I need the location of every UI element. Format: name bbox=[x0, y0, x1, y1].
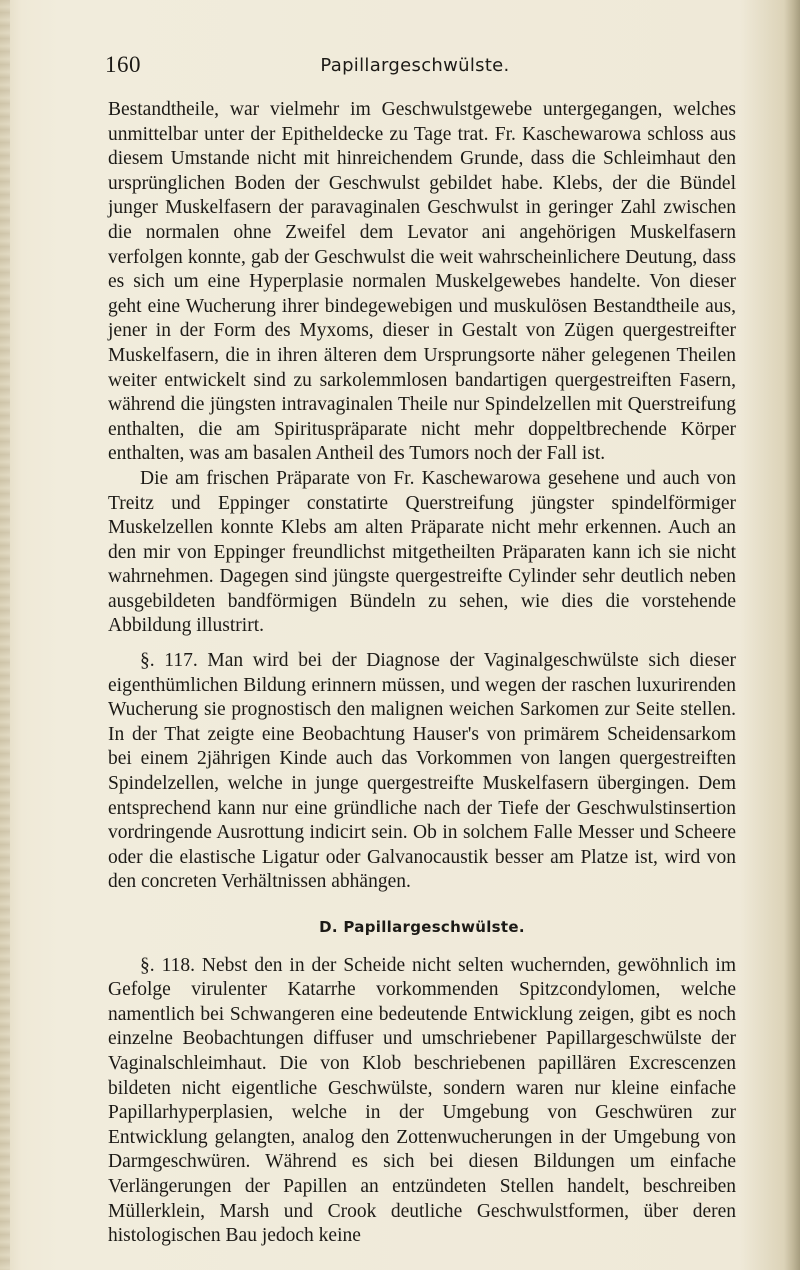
paragraph-gap bbox=[108, 639, 736, 649]
paragraph-3: §. 117. Man wird bei der Diagnose der Vaginalgeschwülste sich dieser eigenthümlichen Bildung erinnern müssen, und wegen der raschen luxurirenden Wucherung sie prognostisch den malignen weichen Sarkomen zur Seite stellen. In der That zeigte eine Beobachtung Hauser's von primärem Scheidensarkom bei einem 2jährigen Kinde auch das Vorkommen von langen quergestreiften Spindelzellen, welche in junge quergestreifte Muskelfasern übergingen. Dem entsprechend kann nur eine gründliche nach der Tiefe der Geschwulstinsertion vordringende Ausrottung indicirt sein. Ob in solchem Falle Messer und Scheere oder die elastische Ligatur oder Galvanocaustik besser am Platze ist, wird von den concreten Verhältnissen abhängen. bbox=[108, 650, 736, 893]
page-body bbox=[108, 98, 736, 1249]
page-edge-left bbox=[0, 0, 10, 1270]
paragraph-2: Die am frischen Präparate von Fr. Kaschewarowa gesehene und auch von Treitz und Eppinger constatirte Querstreifung jüngster spindelförmiger Muskelzellen konnte Klebs am alten Präparate nicht mehr erkennen. Auch an den mir von Eppinger freundlichst mitgetheilten Präparaten kann ich sie nicht wahrnehmen. Dagegen sind jüngste quergestreifte Cylinder sehr deutlich neben ausgebildeten bandförmigen Bündeln zu sehen, wie dies die vorstehende Abbildung illustrirt. bbox=[108, 467, 736, 637]
running-head bbox=[105, 52, 725, 82]
page-number: 160 bbox=[105, 52, 141, 77]
paragraph-1: Bestandtheile, war vielmehr im Geschwulstgewebe untergegangen, welches unmittelbar unter der Epitheldecke zu Tage trat. Fr. Kaschewarowa schloss aus diesem Umstande nicht mit hinreichendem Grunde, dass die Schleimhaut den ursprünglichen Boden der Geschwulst gebildet habe. Klebs, der die Bündel junger Muskelfasern der paravaginalen Geschwulst in geringer Zahl zwischen die normalen ohne Zweifel dem Levator ani angehörigen Muskelfasern verfolgen konnte, gab der Geschwulst die weit wahrscheinlichere Deutung, dass es sich um eine Hyperplasie normalen Muskelgewebes handelte. Von dieser geht eine Wucherung ihrer bindegewebigen und muskulösen Bestandtheile aus, jener in der Form des Myxoms, dieser in Gestalt von Zügen quergestreifter Muskelfasern, die in ihren älteren dem Ursprungsorte näher gelegenen Theilen weiter entwickelt sind zu sarkolemmlosen bandartigen quergestreiften Fasern, während die jüngsten intravaginalen Theile nur Spindelzellen mit Querstreifung enthalten, die am Spirituspräparate nicht mehr doppeltbrechende Körper enthalten, was am basalen Antheil des Tumors noch der Fall ist. bbox=[108, 99, 736, 465]
paragraph-4: §. 118. Nebst den in der Scheide nicht selten wuchernden, gewöhnlich im Gefolge virulenter Katarrhe vorkommenden Spitzcondylomen, welche namentlich bei Schwangeren eine bedeutende Entwicklung zeigen, gibt es noch einzelne Beobachtungen diffuser und umschriebener Papillargeschwülste der Vaginalschleimhaut. Die von Klob beschriebenen papillären Excrescenzen bildeten nicht eigentliche Geschwülste, sondern waren nur kleine einfache Papillarhyperplasien, welche in der Umgebung von Geschwüren zur Entwicklung gelangten, analog den Zottenwucherungen in der Umgebung von Darmgeschwüren. Während es sich bei diesen Bildungen um einfache Verlängerungen der Papillen an entzündeten Stellen handelt, beschreiben Müllerklein, Marsh und Crook deutliche Geschwulstformen, über deren histologischen Bau jedoch keine bbox=[108, 954, 736, 1247]
page-edge-right bbox=[784, 0, 800, 1270]
running-title: Papillargeschwülste. bbox=[320, 55, 510, 76]
section-heading: D. Papillargeschwülste. bbox=[319, 918, 525, 936]
